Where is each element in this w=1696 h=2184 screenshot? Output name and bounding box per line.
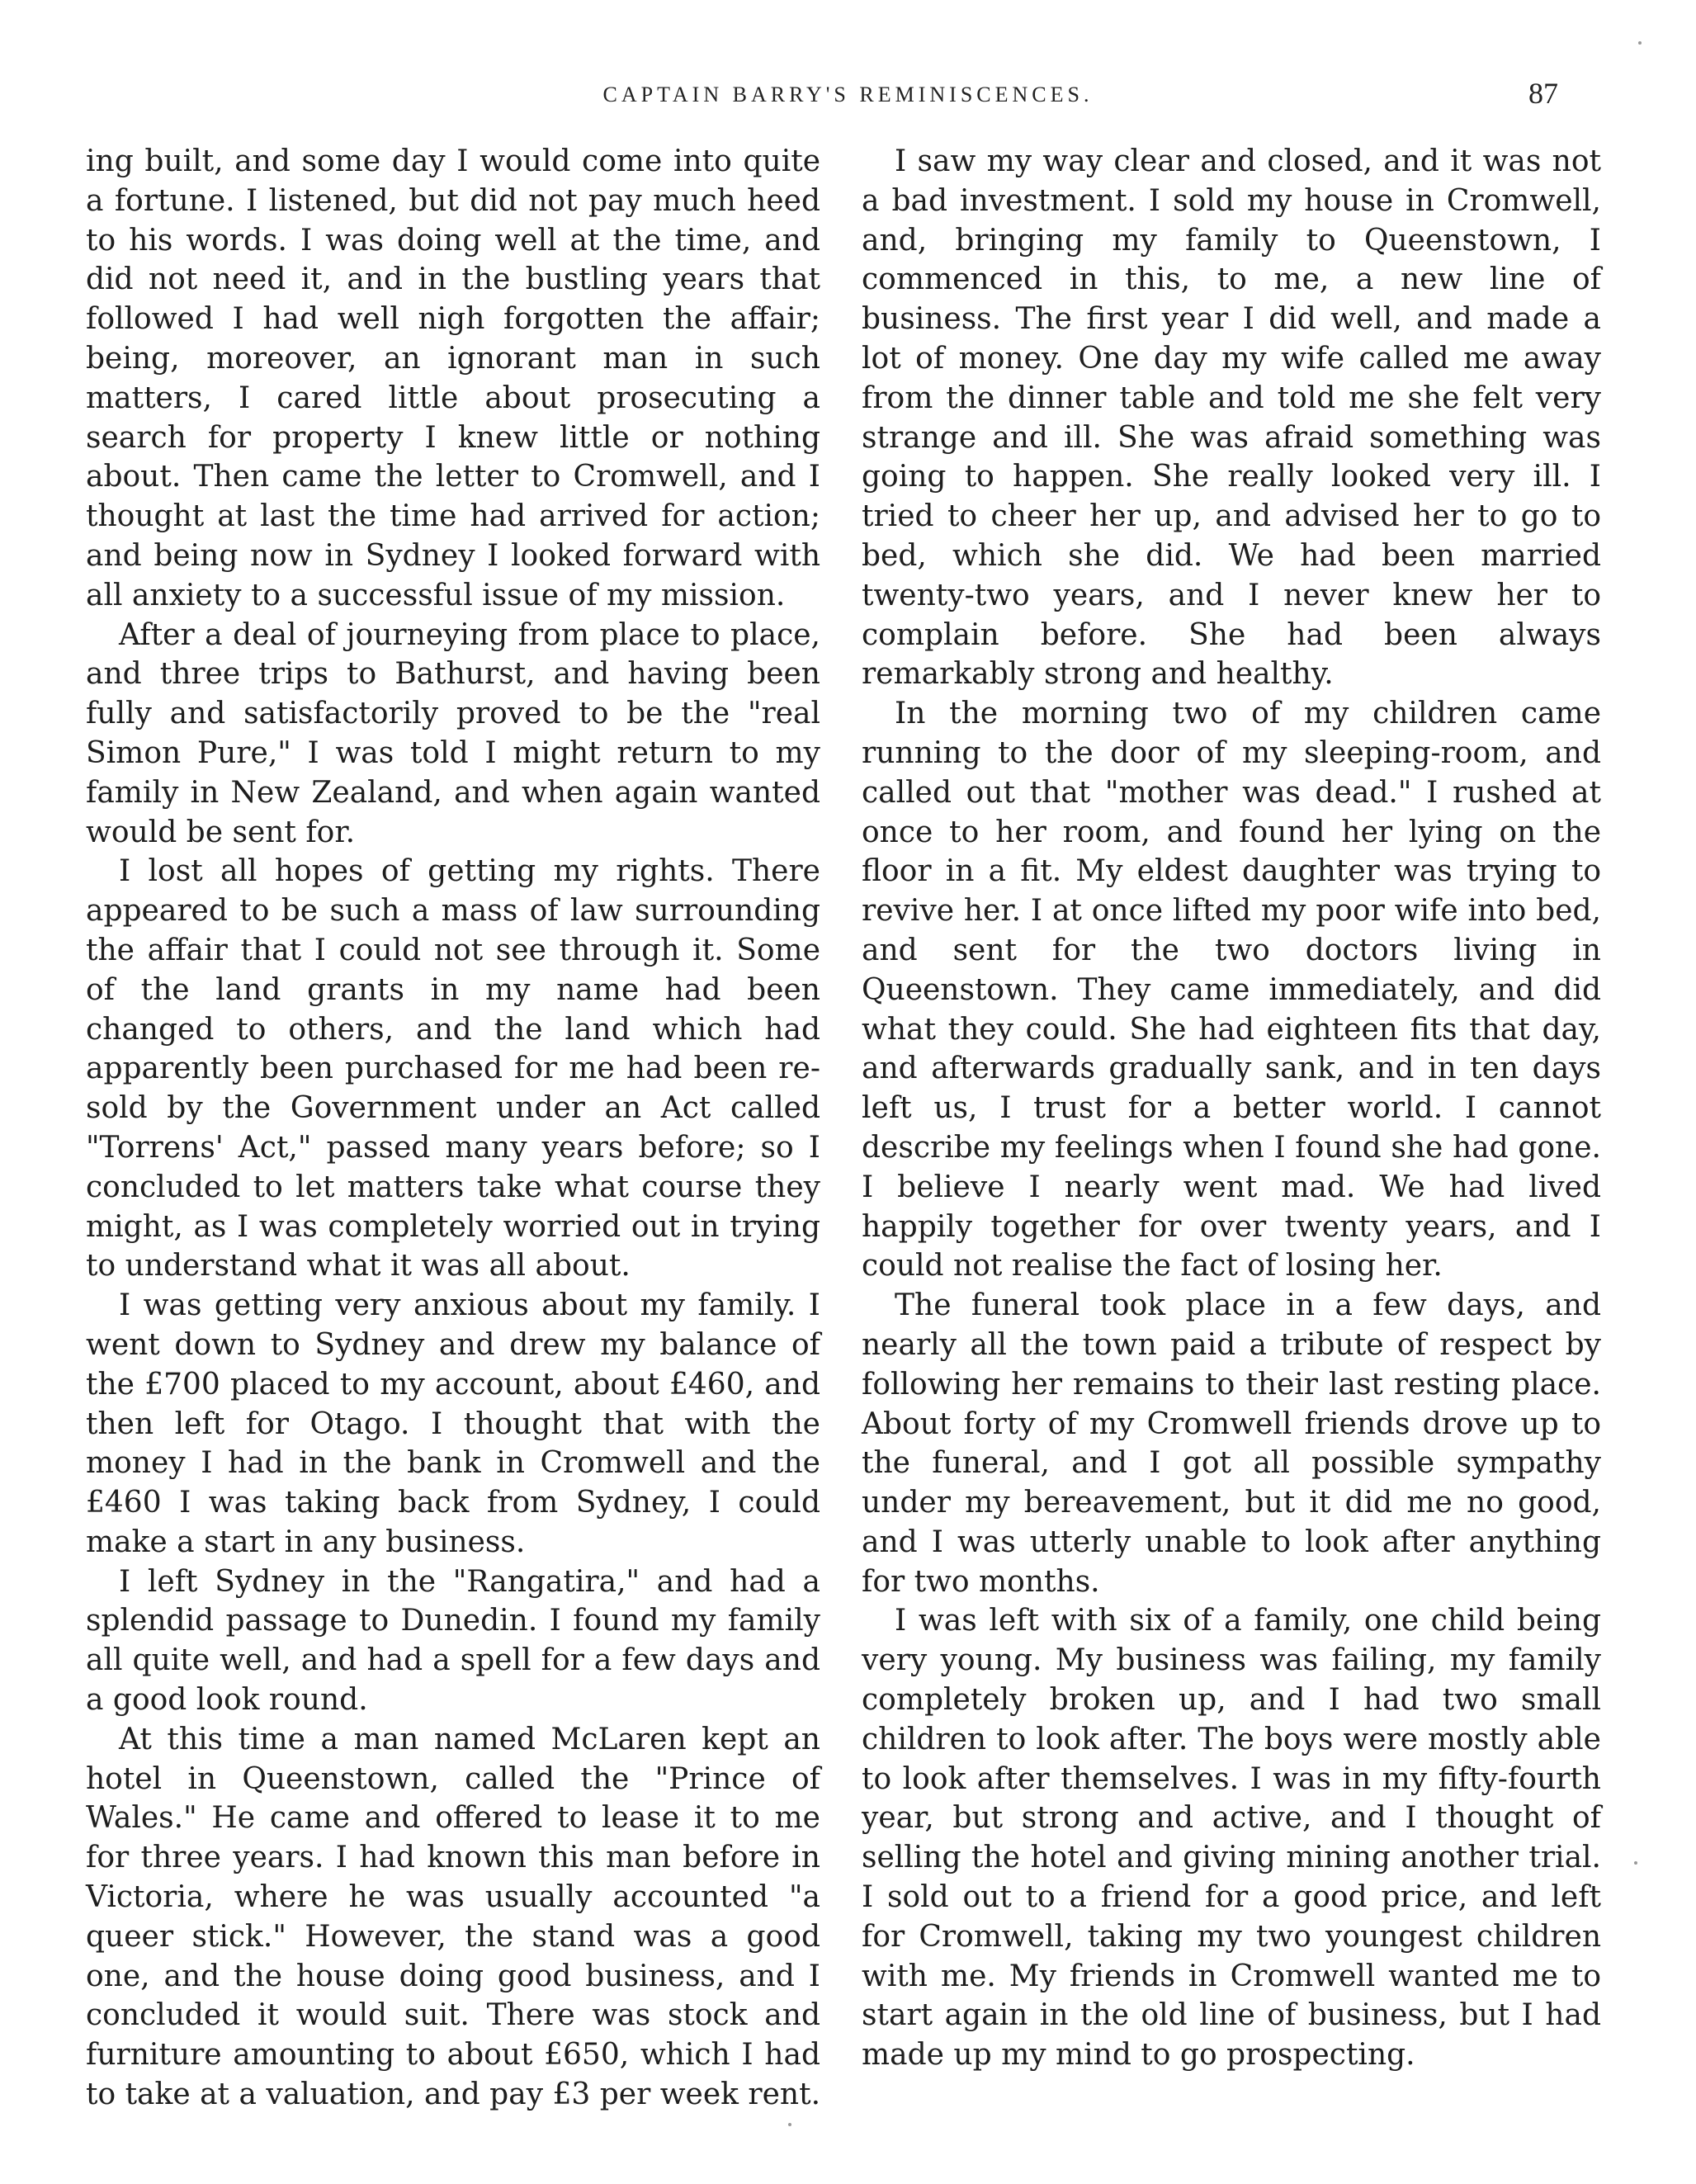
paragraph: I was left with six of a family, one child being very young. My business was failing, my family completely broken up, and I had two small children to look after. The boys were mostly able to look after themselves. I was in my fifty-fourth year, but strong and active, and I thought of selling the hotel and giving mining another trial. I sold out to a friend for a good price, and left for Cromwell, taking my two youngest children with me. My friends in Cromwell wanted me to start again in the old line of business, but I had made up my mind to go prospecting. [862, 1604, 1601, 2073]
running-title: CAPTAIN BARRY'S REMINISCENCES. [602, 83, 1094, 106]
paragraph: After a deal of journeying from place to place, and three trips to Bathurst, and having been fully and satisfactorily proved to be the "real Simon Pure," I was told I might return to my family in New Zealand, and when again wanted would be sent for. [86, 617, 820, 849]
page-number: 87 [1528, 77, 1558, 110]
scan-speck [1638, 41, 1642, 45]
paragraph: I lost all hopes of getting my rights. There appeared to be such a mass of law surrounding the affair that I could not see through it. Some of the land grants in my name had been changed to others, and the land which had apparently been purchased for me had been re-sold by the Government under an Act called "Torrens' Act," passed many years before; so I concluded to let matters take what course they might, as I was completely worried out in trying to understand what it was all about. [86, 854, 820, 1283]
paragraph: I was getting very anxious about my family. I went down to Sydney and drew my balance of the £700 placed to my account, about £460, and then left for Otago. I thought that with the money I had in the bank in Cromwell and the £460 I was taking back from Sydney, I could make a start in any business. [86, 1288, 820, 1559]
paragraph: The funeral took place in a few days, and nearly all the town paid a tribute of respect by following her remains to their last resting place. About forty of my Cromwell friends drove up to the funeral, and I got all possible sympathy under my bereavement, but it did me no good, and I was utterly unable to look after anything for two months. [862, 1288, 1601, 1599]
left-column [86, 142, 820, 2115]
paragraph: At this time a man named McLaren kept an hotel in Queenstown, called the "Prince of Wales." He came and offered to lease it to me for three years. I had known this man before in Victoria, where he was usually accounted "a queer stick." However, the stand was a good one, and the house doing good business, and I concluded it would suit. There was stock and furniture amounting to about £650, which I had to take at a valuation, and pay £3 per week rent. [86, 1722, 821, 2112]
paragraph: I saw my way clear and closed, and it was not a bad investment. I sold my house in Cromwell, and, bringing my family to Queenstown, I commenced in this, to me, a new line of business. The first year I did well, and made a lot of money. One day my wife called me away from the dinner table and told me she felt very strange and ill. She was afraid something was going to happen. She really looked very ill. I tried to cheer her up, and advised her to go to bed, which she did. We had been married twenty-two years, and I never knew her to complain before. She had been always remarkably strong and healthy. [862, 144, 1601, 692]
scan-speck [788, 2123, 791, 2126]
paragraph: In the morning two of my children came running to the door of my sleeping-room, and called out that "mother was dead." I rushed at once to her room, and found her lying on the floor in a fit. My eldest daughter was trying to revive her. I at once lifted my poor wife into bed, and sent for the two doctors living in Queenstown. They came immediately, and did what they could. She had eighteen fits that day, and afterwards gradually sank, and in ten days left us, I trust for a better world. I cannot describe my feelings when I found she had gone. I believe I nearly went mad. We had lived happily together for over twenty years, and I could not realise the fact of losing her. [862, 697, 1601, 1283]
paragraph: I left Sydney in the "Rangatira," and had a splendid passage to Dunedin. I found my family all quite well, and had a spell for a few days and a good look round. [86, 1564, 820, 1718]
scan-speck [1634, 1861, 1637, 1865]
right-column [862, 142, 1601, 2075]
paragraph: ing built, and some day I would come into quite a fortune. I listened, but did not pay much heed to his words. I was doing well at the time, and did not need it, and in the bustling years that followed I had well nigh forgotten the affair; being, moreover, an ignorant man in such matters, I cared little about prosecuting a search for property I knew little or nothing about. Then came the letter to Cromwell, and I thought at last the time had arrived for action; and being now in Sydney I looked forward with all anxiety to a successful issue of my mission. [86, 144, 820, 612]
